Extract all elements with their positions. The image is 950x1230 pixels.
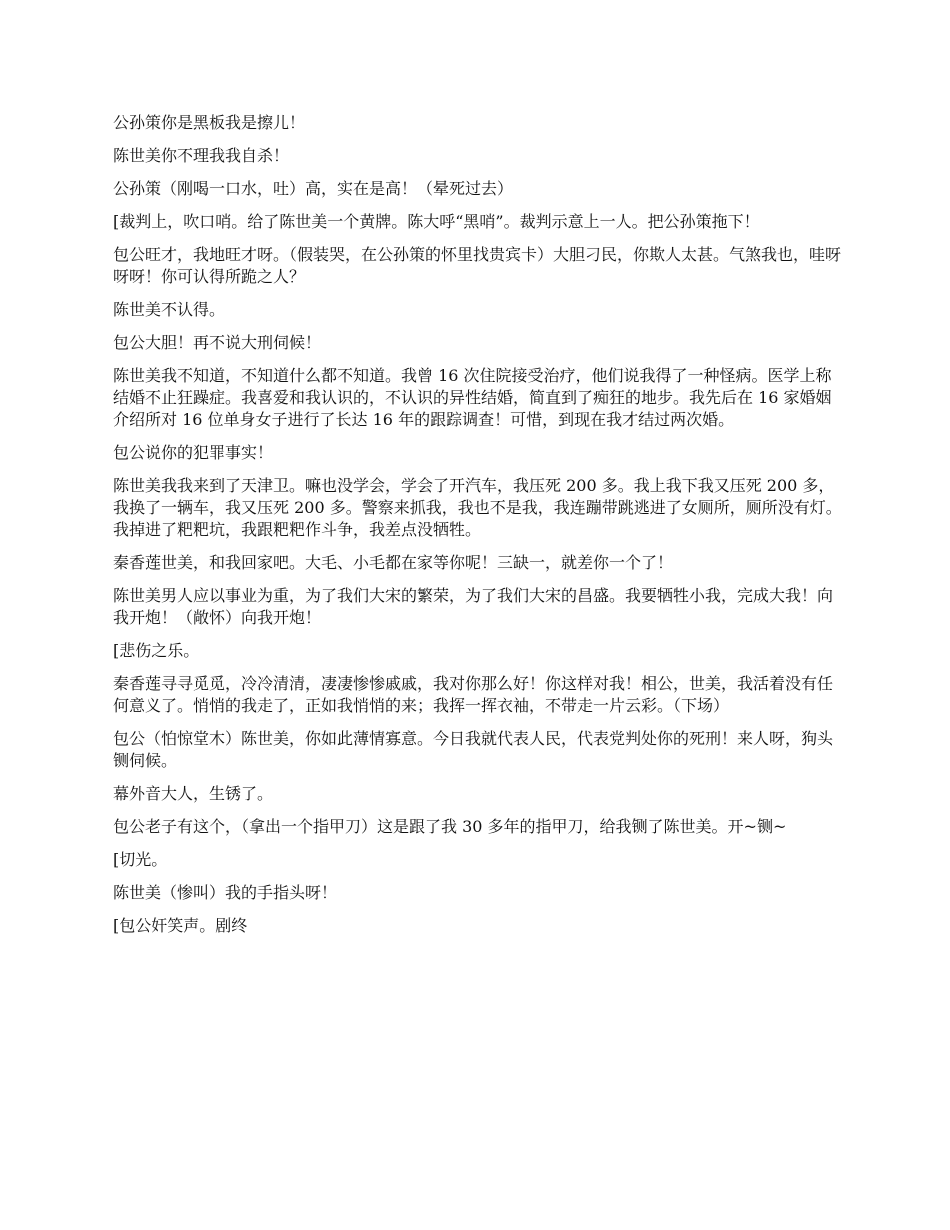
paragraph: [悲伤之乐。 — [113, 641, 200, 660]
paragraph: 陈世美我我来到了天津卫。嘛也没学会，学会了开汽车，我压死 200 多。我上我下我又压死 200 多，我换了一辆车，我又压死 200 多。警察来抓我，我也不是我，我连蹦带跳逃进了女厕所，厕所没有灯。我掉进了粑粑坑，我跟粑粑作斗争，我差点没牺牲。 — [113, 476, 842, 539]
paragraph: 陈世美不认得。 — [113, 300, 226, 319]
paragraph: 秦香莲寻寻觅觅，冷冷清清，凄凄惨惨戚戚，我对你那么好！你这样对我！相公，世美，我活着没有任何意义了。悄悄的我走了，正如我悄悄的来；我挥一挥衣袖，不带走一片云彩。（下场） — [113, 674, 834, 715]
paragraph: 公孙策（刚喝一口水，吐）高，实在是高！（晕死过去） — [113, 179, 514, 198]
paragraph: [裁判上，吹口哨。给了陈世美一个黄牌。陈大呼“黑哨”。裁判示意上一人。把公孙策拖下！ — [113, 212, 760, 231]
paragraph: [切光。 — [113, 850, 168, 869]
paragraph: 幕外音大人，生锈了。 — [113, 784, 274, 803]
paragraph: 包公老子有这个，（拿出一个指甲刀）这是跟了我 30 多年的指甲刀，给我铡了陈世美。开~铡~ — [113, 817, 787, 836]
paragraph: 陈世美你不理我我自杀！ — [113, 146, 290, 165]
paragraph: 陈世美我不知道，不知道什么都不知道。我曾 16 次住院接受治疗，他们说我得了一种怪病。医学上称结婚不止狂躁症。我喜爱和我认识的，不认识的异性结婚，简直到了痴狂的地步。我先后在 16 家婚姻介绍所对 16 位单身女子进行了长达 16 年的跟踪调查！可惜，到现在我才结过两次婚。 — [113, 366, 832, 429]
paragraph: [包公奸笑声。剧终 — [113, 916, 248, 935]
paragraph: 秦香莲世美，和我回家吧。大毛、小毛都在家等你呢！三缺一，就差你一个了！ — [113, 553, 674, 572]
paragraph: 包公旺才，我地旺才呀。（假装哭，在公孙策的怀里找贵宾卡）大胆刁民，你欺人太甚。气煞我也，哇呀呀呀！你可认得所跪之人？ — [113, 245, 842, 286]
paragraph: 公孙策你是黑板我是擦儿！ — [113, 113, 306, 132]
paragraph: 包公大胆！再不说大刑伺候！ — [113, 333, 322, 352]
paragraph: 陈世美男人应以事业为重，为了我们大宋的繁荣，为了我们大宋的昌盛。我要牺牲小我，完成大我！向我开炮！（敞怀）向我开炮！ — [113, 586, 834, 627]
document-body — [113, 112, 843, 948]
paragraph: 包公（怕惊堂木）陈世美，你如此薄情寡意。今日我就代表人民，代表党判处你的死刑！来人呀，狗头铡伺候。 — [113, 729, 834, 770]
paragraph: 包公说你的犯罪事实！ — [113, 443, 274, 462]
paragraph: 陈世美（惨叫）我的手指头呀！ — [113, 883, 338, 902]
